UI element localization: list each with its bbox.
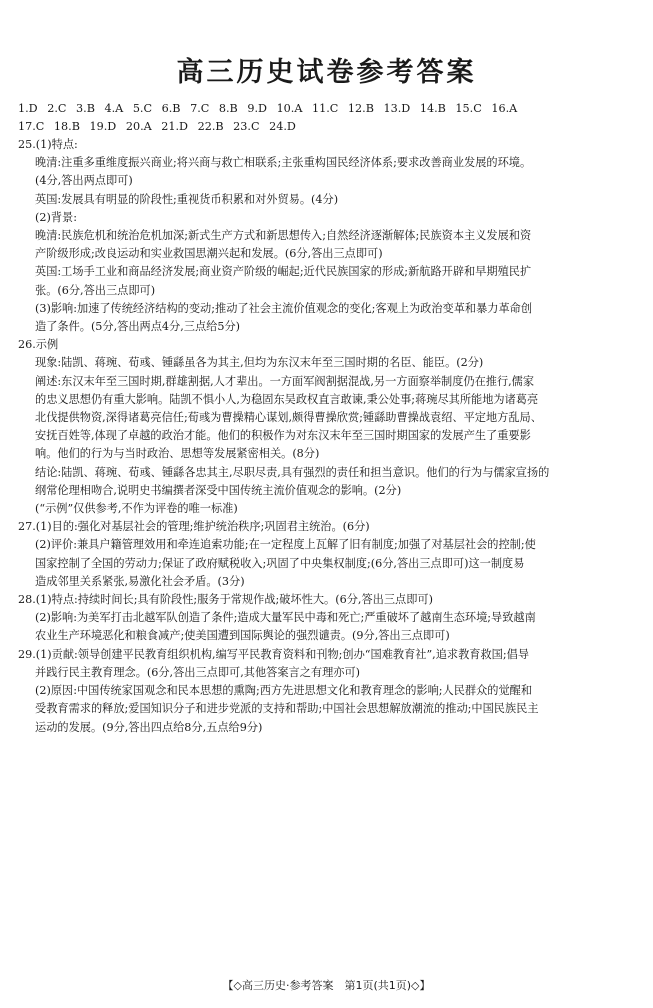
mc-answer-item: 16.A: [491, 102, 518, 115]
mc-answer-item: 7.C: [190, 102, 210, 115]
mc-answer-item: 15.C: [455, 102, 482, 115]
mc-answer-item: 24.D: [269, 120, 296, 133]
answer-text-line: 晚清:民族危机和统治危机加深;新式生产方式和新思想传入;自然经济逐渐解体;民族资本主义发展和资: [35, 229, 532, 243]
mc-answer-item: 1.D: [18, 102, 38, 115]
mc-answer-item: 12.B: [347, 102, 374, 115]
mc-answer-item: 3.B: [76, 102, 95, 115]
mc-answers-line-1: [18, 100, 635, 118]
answer-text-line: (2)背景:: [35, 210, 77, 224]
mc-answer-item: 14.B: [419, 102, 446, 115]
mc-answer-item: 11.C: [312, 102, 339, 115]
answer-text-line: 张。(6分,答出三点即可): [35, 283, 156, 297]
mc-answer-item: 5.C: [132, 102, 153, 115]
answer-text-line: 北伐提供物资,深得诸葛亮信任;荀彧为曹操精心谋划,颇得曹操欣赏;锺繇助曹操战袁绍、平定地方乱局、: [35, 411, 542, 425]
answer-text-line: 响。他们的行为与当时政治、思想等发展紧密相关。(8分): [35, 447, 320, 461]
answer-text-line: 晚清:注重多重维度振兴商业;将兴商与救亡相联系;主张重构国民经济体系;要求改善商业发展的环境。: [35, 156, 532, 170]
answer-text-line: 29.(1)贡献:领导创建平民教育组织机构,编写平民教育资料和刊物;创办“国难教育社”,追求教育救国;倡导: [18, 647, 530, 661]
mc-answer-item: 17.C: [18, 120, 45, 133]
answer-text-line: 阐述:东汉末年至三国时期,群雄割据,人才辈出。一方面军阀割据混战,另一方面察举制度仍在推行,儒家: [35, 374, 535, 388]
answer-text-line: 安抚百姓等,体现了卓越的政治才能。他们的积极作为对东汉末年至三国时期国家的发展产生了重要影: [35, 429, 531, 443]
answer-text-line: 英国:工场手工业和商品经济发展;商业资产阶级的崛起;近代民族国家的形成;新航路开辟和早期殖民扩: [35, 265, 532, 279]
answer-text-line: 27.(1)目的:强化对基层社会的管理;维护统治秩序;巩固君主统治。(6分): [18, 520, 370, 534]
mc-answer-item: 13.D: [383, 102, 411, 115]
mc-answer-item: 4.A: [104, 102, 124, 115]
mc-answer-item: 22.B: [197, 120, 224, 133]
answer-text-line: 受教育需求的释放;爱国知识分子和进步党派的支持和帮助;中国社会思想解放潮流的推动;中国民族民主: [35, 702, 539, 716]
answer-text-line: (4分,答出两点即可): [35, 174, 133, 188]
mc-answer-item: 18.B: [53, 120, 80, 133]
answer-text-line: 农业生产环境恶化和粮食减产;使美国遭到国际舆论的强烈谴责。(9分,答出三点即可): [35, 629, 450, 643]
essay-answers: [18, 136, 635, 737]
page-title: 高三历史试卷参考答案: [176, 57, 477, 88]
answer-text-line: (2)原因:中国传统家国观念和民本思想的熏陶;西方先进思想文化和教育理念的影响;人民群众的觉醒和: [35, 684, 533, 698]
answer-text-line: 产阶级形成;改良运动和实业救国思潮兴起和发展。(6分,答出三点即可): [35, 247, 383, 261]
mc-answer-item: 23.C: [233, 120, 260, 133]
answer-text-line: (“示例”仅供参考,不作为评卷的唯一标准): [35, 502, 238, 516]
answer-text-line: 造成邻里关系紧张,易激化社会矛盾。(3分): [35, 574, 245, 588]
mc-answers-line-2: [18, 118, 635, 136]
answer-text-line: 并践行民主教育理念。(6分,答出三点即可,其他答案言之有理亦可): [35, 665, 361, 679]
page-footer: 【◇高三历史·参考答案 第1页(共1页)◇】: [222, 979, 431, 992]
answer-text-line: 运动的发展。(9分,答出四点给8分,五点给9分): [35, 720, 263, 734]
answer-text-line: 28.(1)特点:持续时间长;具有阶段性;服务于常规作战;破坏性大。(6分,答出三点即可): [18, 593, 433, 607]
mc-answer-item: 6.B: [161, 102, 181, 115]
mc-answer-item: 8.B: [218, 102, 238, 115]
mc-answer-item: 2.C: [47, 102, 67, 115]
answer-text-line: (3)影响:加速了传统经济结构的变动;推动了社会主流价值观念的变化;客观上为政治变革和暴力革命创: [35, 301, 533, 315]
mc-answer-item: 20.A: [125, 120, 152, 133]
answer-text-line: 结论:陆凯、蒋琬、荀彧、锺繇各忠其主,尽职尽责,具有强烈的责任和担当意识。他们的行为与儒家宣扬的: [35, 465, 550, 479]
mc-answer-item: 10.A: [276, 102, 303, 115]
mc-answer-item: 19.D: [89, 120, 117, 133]
answer-text-line: 英国:发展具有明显的阶段性;重视货币积累和对外贸易。(4分): [35, 192, 339, 206]
multiple-choice-answers: [18, 100, 635, 136]
mc-answer-item: 9.D: [247, 102, 267, 115]
mc-answer-item: 21.D: [161, 120, 189, 133]
answer-text-line: (2)影响:为美军打击北越军队创造了条件;造成大量军民中毒和死亡;严重破坏了越南生态环境;导致越南: [35, 611, 536, 625]
answer-text-line: (2)评价:兼具户籍管理效用和牵连追索功能;在一定程度上瓦解了旧有制度;加强了对基层社会的控制;使: [35, 538, 536, 552]
answer-text-line: 造了条件。(5分,答出两点4分,三点给5分): [35, 320, 241, 334]
answer-text-line: 的忠义思想仍有重大影响。陆凯不惧小人,为稳固东吴政权直言敢谏,秉公处事;蒋琬尽其所能地为诸葛亮: [35, 392, 539, 406]
answer-text-line: 现象:陆凯、蒋琬、荀彧、锺繇虽各为其主,但均为东汉末年至三国时期的名臣、能臣。(2分): [35, 356, 484, 370]
answer-text-line: 纲常伦理相吻合,说明史书编撰者深受中国传统主流价值观念的影响。(2分): [35, 483, 402, 497]
answer-text-line: 25.(1)特点:: [18, 138, 78, 151]
answer-text-line: 26.示例: [18, 338, 59, 352]
answer-text-line: 国家控制了全国的劳动力;保证了政府赋税收入;巩固了中央集权制度;(6分,答出三点即可)这一制度易: [35, 556, 525, 570]
